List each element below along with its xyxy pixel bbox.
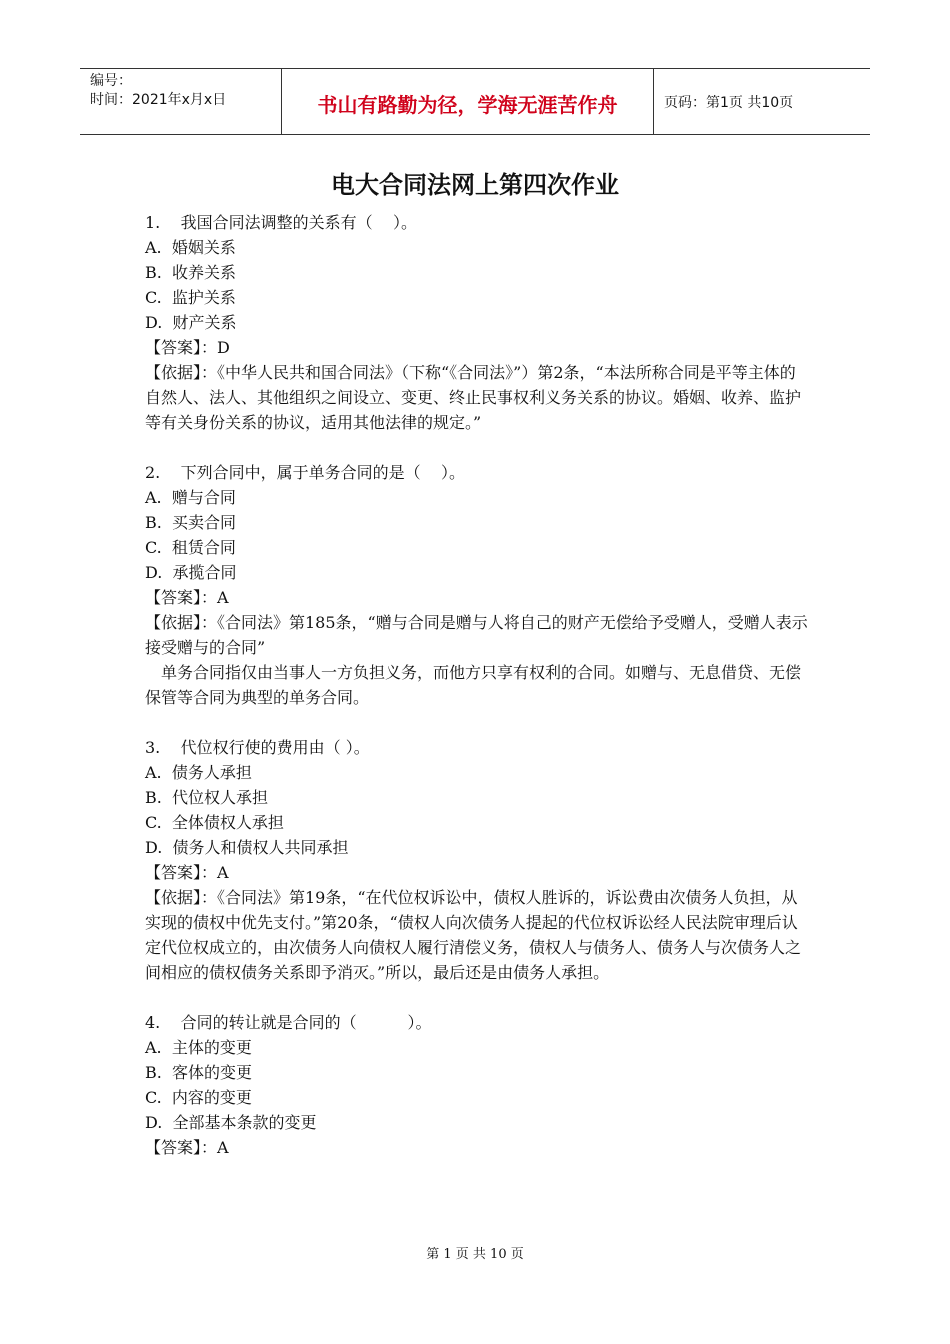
- page-footer: 第 1 页 共 10 页: [426, 1247, 524, 1262]
- option-a: A. 赠与合同: [145, 488, 236, 507]
- question-4: [145, 1010, 810, 1160]
- option-d: D. 承揽合同: [145, 563, 237, 582]
- option-b: B. 代位权人承担: [145, 788, 269, 807]
- option-c: C. 租赁合同: [145, 538, 236, 557]
- question-2: [145, 460, 810, 710]
- explanation-note: 单务合同指仅由当事人一方负担义务，而他方只享有权利的合同。如赠与、无息借贷、无偿保管等合同为典型的单务合同。: [145, 663, 802, 707]
- document-number-label: 编号：: [90, 73, 132, 89]
- answer: 【答案】：A: [145, 588, 229, 607]
- answer: 【答案】：D: [145, 338, 230, 357]
- option-c: C. 监护关系: [145, 288, 236, 307]
- document-body: [145, 210, 810, 1185]
- option-d: D. 财产关系: [145, 313, 237, 332]
- page-header: [80, 68, 870, 135]
- option-c: C. 内容的变更: [145, 1088, 252, 1107]
- document-title: 电大合同法网上第四次作业: [331, 171, 619, 199]
- header-motto: 书山有路勤为径，学海无涯苦作舟: [282, 69, 654, 134]
- option-a: A. 主体的变更: [145, 1038, 252, 1057]
- answer: 【答案】：A: [145, 863, 229, 882]
- answer: 【答案】：A: [145, 1138, 229, 1157]
- question-stem: 3. 代位权行使的费用由（ ）。: [145, 738, 370, 757]
- document-date-label: 时间：2021年x月x日: [90, 92, 227, 108]
- question-3: [145, 735, 810, 985]
- question-stem: 4. 合同的转让就是合同的（ ）。: [145, 1013, 432, 1032]
- question-stem: 1. 我国合同法调整的关系有（ ）。: [145, 213, 417, 232]
- header-page-label: 页码：第1页 共10页: [664, 94, 794, 111]
- option-c: C. 全体债权人承担: [145, 813, 284, 832]
- header-meta: [80, 69, 282, 134]
- option-d: D. 全部基本条款的变更: [145, 1113, 317, 1132]
- basis: 【依据】：《中华人民共和国合同法》（下称“《合同法》”）第2条，“本法所称合同是平等主体的自然人、法人、其他组织之间设立、变更、终止民事权利义务关系的协议。婚姻、收养、监护等有关身份关系的协议，适用其他法律的规定。”: [145, 363, 802, 432]
- option-a: A. 债务人承担: [145, 763, 252, 782]
- option-b: B. 收养关系: [145, 263, 237, 282]
- option-b: B. 买卖合同: [145, 513, 237, 532]
- basis: 【依据】：《合同法》第19条，“在代位权诉讼中，债权人胜诉的，诉讼费由次债务人负担，从实现的债权中优先支付。”第20条，“债权人向次债务人提起的代位权诉讼经人民法院审理后认定代位权成立的，由次债务人向债权人履行清偿义务，债权人与债务人、债务人与次债务人之间相应的债权债务关系即予消灭。”所以，最后还是由债务人承担。: [145, 888, 802, 982]
- option-d: D. 债务人和债权人共同承担: [145, 838, 349, 857]
- option-a: A. 婚姻关系: [145, 238, 236, 257]
- basis: 【依据】：《合同法》第185条，“赠与合同是赠与人将自己的财产无偿给予受赠人，受赠人表示接受赠与的合同”: [145, 613, 808, 657]
- question-stem: 2. 下列合同中，属于单务合同的是（ ）。: [145, 463, 465, 482]
- question-1: [145, 210, 810, 435]
- option-b: B. 客体的变更: [145, 1063, 253, 1082]
